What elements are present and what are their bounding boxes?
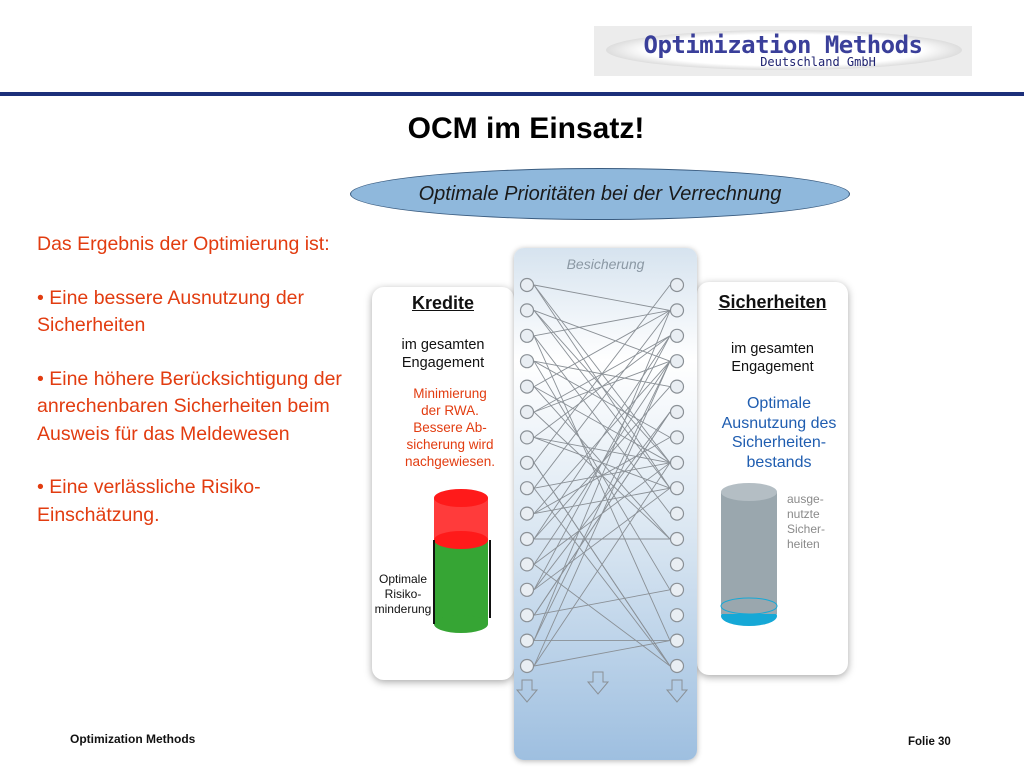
sicherheit-node xyxy=(671,558,684,571)
sicherheiten-note xyxy=(708,394,850,472)
bullet-1: • Eine bessere Ausnutzung der Sicherheiten xyxy=(37,286,305,336)
risk-cylinder-label-line: Risiko- xyxy=(384,587,422,601)
besicherung-label: Besicherung xyxy=(566,256,645,272)
connection-line xyxy=(534,310,670,335)
cylinder-grey-body xyxy=(721,492,777,614)
collateral-cylinder-label-line: heiten xyxy=(787,537,820,551)
down-arrow-icon xyxy=(588,672,608,694)
sicherheit-node xyxy=(671,431,684,444)
banner-oval: Optimale Prioritäten bei der Verrechnung xyxy=(350,168,850,220)
risk-cylinder-graphic xyxy=(430,484,496,640)
risk-cylinder-label-line: minderung xyxy=(374,602,432,616)
kredit-node xyxy=(521,533,534,546)
sicherheit-node xyxy=(671,583,684,596)
kredite-note xyxy=(390,385,510,470)
sicherheit-node xyxy=(671,507,684,520)
cylinder-green-body xyxy=(434,540,488,624)
kredite-subtitle xyxy=(372,337,514,372)
collateral-cylinder-label xyxy=(787,492,847,552)
kredit-node xyxy=(521,355,534,368)
connection-line xyxy=(534,437,670,462)
cylinder-green-bottom xyxy=(434,615,488,633)
kredite-note-line: Bessere Ab- xyxy=(413,420,487,435)
kredite-title: Kredite xyxy=(411,293,474,313)
down-arrow-icon xyxy=(517,680,537,702)
footer-slide-number: Folie 30 xyxy=(908,736,951,748)
sicherheiten-title: Sicherheiten xyxy=(718,292,827,312)
sicherheiten-subtitle-line: im gesamten xyxy=(730,341,814,357)
cylinder-grey-bottom xyxy=(721,598,777,614)
sicherheiten-note-line: bestands xyxy=(746,453,812,471)
kredite-note-line: der RWA. xyxy=(421,403,479,418)
kredite-note-line: Minimierung xyxy=(413,386,487,401)
kredite-subtitle-line: im gesamten xyxy=(401,337,485,353)
sicherheiten-note-line: Ausnutzung des xyxy=(721,414,837,432)
connection-line xyxy=(534,361,670,666)
connection-line xyxy=(534,336,670,539)
sicherheit-node xyxy=(671,482,684,495)
kredit-node xyxy=(521,482,534,495)
connection-line xyxy=(534,641,670,666)
intro-text: Das Ergebnis der Optimierung ist: xyxy=(37,233,330,255)
kredit-node xyxy=(521,456,534,469)
connection-line xyxy=(534,488,670,666)
sicherheit-node xyxy=(671,533,684,546)
sicherheit-node xyxy=(671,279,684,292)
cylinder-red-bottom xyxy=(434,531,488,549)
collateral-cylinder-label-line: Sicher- xyxy=(787,522,826,536)
kredite-note-line: sicherung wird xyxy=(406,437,494,452)
connection-line xyxy=(534,310,670,361)
kredit-node xyxy=(521,583,534,596)
kredit-node xyxy=(521,609,534,622)
kredite-note-line: nachgewiesen. xyxy=(404,454,496,469)
sicherheit-node xyxy=(671,380,684,393)
sicherheit-node xyxy=(671,660,684,673)
sicherheit-node xyxy=(671,456,684,469)
kredit-node xyxy=(521,660,534,673)
sicherheiten-note-line: Sicherheiten- xyxy=(731,434,827,451)
sicherheit-node xyxy=(671,634,684,647)
connection-line xyxy=(534,564,670,666)
risk-cylinder-label-line: Optimale xyxy=(378,572,428,586)
connection-line xyxy=(534,285,670,310)
cylinder-grey-top xyxy=(721,483,777,501)
risk-cylinder-label xyxy=(368,572,438,617)
connection-line xyxy=(534,361,670,640)
connection-line xyxy=(534,310,670,640)
sicherheit-node xyxy=(671,355,684,368)
collateral-cylinder-label-line: nutzte xyxy=(787,507,820,521)
kredit-node xyxy=(521,634,534,647)
sicherheit-node xyxy=(671,406,684,419)
cylinder-red-top xyxy=(434,489,488,507)
sicherheit-node xyxy=(671,609,684,622)
sicherheiten-subtitle xyxy=(697,341,848,376)
logo-main-text: Optimization Methods xyxy=(643,31,923,59)
connection-line xyxy=(534,336,670,641)
slide-title: OCM im Einsatz! xyxy=(407,112,645,145)
connection-line xyxy=(534,590,670,615)
kredit-node xyxy=(521,279,534,292)
footer-company: Optimization Methods xyxy=(70,732,196,746)
kredite-subtitle-line: Engagement xyxy=(401,354,485,371)
kredit-node xyxy=(521,558,534,571)
collateral-cylinder-label-line: ausge- xyxy=(787,492,824,506)
connection-line xyxy=(534,387,670,463)
kredit-node xyxy=(521,380,534,393)
logo-sub-text: Deutschland GmbH xyxy=(760,55,876,69)
kredit-node xyxy=(521,304,534,317)
kredit-node xyxy=(521,329,534,342)
bullet-2: • Eine höhere Berücksichtigung der anrechenbaren Sicherheiten beim Ausweis für das Meldewesen xyxy=(37,367,342,445)
sicherheiten-note-line: Optimale xyxy=(746,395,812,412)
connection-line xyxy=(534,310,670,386)
sicherheit-node xyxy=(671,329,684,342)
kredit-node xyxy=(521,507,534,520)
down-arrow-icon xyxy=(667,680,687,702)
collateral-cylinder-graphic xyxy=(719,482,783,630)
kredit-node xyxy=(521,406,534,419)
bullet-3: • Eine verlässliche Risiko-Einschätzung. xyxy=(37,476,261,526)
sicherheit-node xyxy=(671,304,684,317)
kredit-node xyxy=(521,431,534,444)
sicherheiten-subtitle-line: Engagement xyxy=(731,358,814,375)
connection-line xyxy=(534,336,670,438)
